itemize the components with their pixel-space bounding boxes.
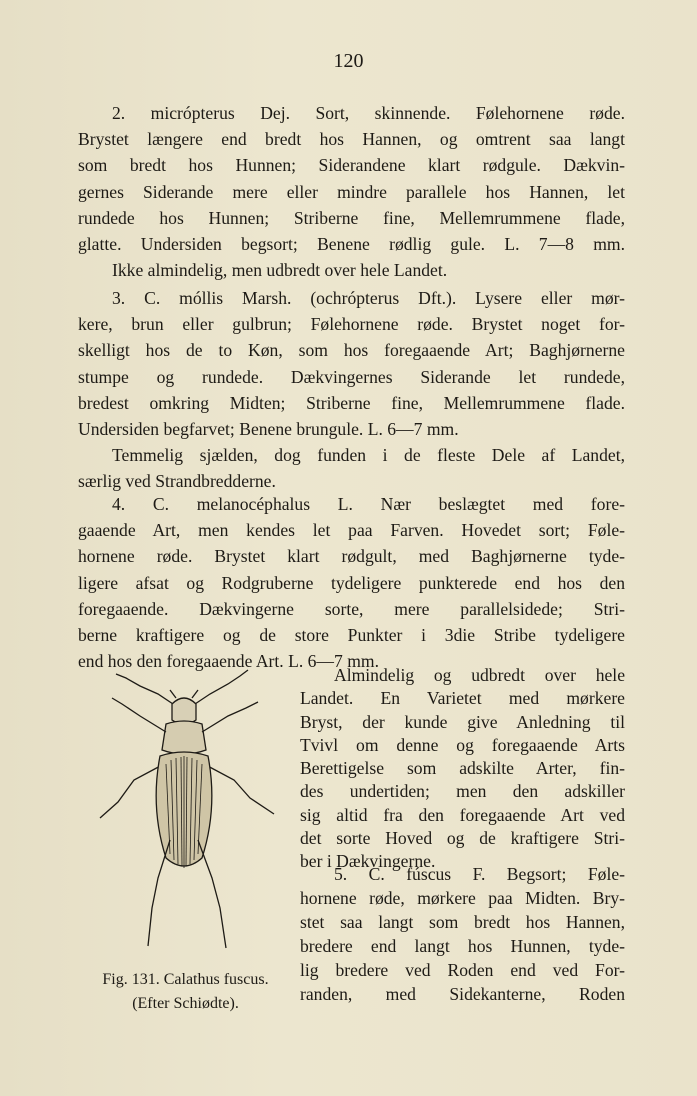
text-line: det sorte Hoved og de kraftigere Stri- — [300, 828, 625, 849]
beetle-illustration-icon — [78, 668, 293, 963]
text-line: som bredt hos Hunnen; Siderandene klart rødgule. Dækvin- — [78, 155, 625, 176]
text-line: hornene røde. Brystet klart rødgult, med Baghjørnerne tyde- — [78, 546, 625, 567]
text-line: hornene røde, mørkere paa Midten. Bry- — [300, 888, 625, 908]
text-line: Bryst, der kunde give Anledning til — [300, 711, 625, 732]
text-line: 2. micrópterus Dej. Sort, skinnende. Følehornene røde. — [112, 103, 625, 123]
species-2-paragraph — [78, 100, 625, 283]
text-line: bredere end langt hos Hunnen, tyde- — [300, 936, 625, 956]
text-line: rundede hos Hunnen; Striberne fine, Mellemrummene flade, — [78, 207, 625, 228]
text-line: særlig ved Strandbredderne. — [78, 471, 276, 492]
page-number: 120 — [333, 50, 364, 72]
caption-line: Fig. 131. Calathus fuscus. — [102, 971, 269, 988]
text-line: Brystet længere end bredt hos Hannen, og omtrent saa langt — [78, 129, 625, 150]
species-4-paragraph — [78, 491, 625, 674]
text-line: kere, brun eller gulbrun; Følehornene røde. Brystet noget for- — [78, 314, 625, 335]
text-line: end hos den foregaaende Art. L. 6—7 mm. — [78, 651, 379, 672]
text-line: sig altid fra den foregaaende Art ved — [300, 804, 625, 825]
text-line: lig bredere ved Roden end ved For- — [300, 960, 625, 980]
species-3-paragraph — [78, 285, 625, 495]
species-5-paragraph — [300, 862, 625, 1006]
text-line: stet saa langt som bredt hos Hannen, — [300, 912, 625, 932]
text-line: Almindelig og udbredt over hele — [334, 665, 625, 685]
text-line: 3. C. móllis Marsh. (ochrópterus Dft.). Lysere eller mør- — [112, 288, 625, 308]
text-line: gaaende Art, men kendes let paa Farven. Hovedet sort; Føle- — [78, 520, 625, 541]
text-line: berne kraftigere og de store Punkter i 3die Stribe tydeligere — [78, 624, 625, 645]
text-line: randen, med Sidekanterne, Roden — [300, 984, 625, 1004]
text-line: glatte. Undersiden begsort; Benene rødlig gule. L. 7—8 mm. — [78, 233, 625, 254]
species-4-habitat — [300, 664, 625, 874]
text-line: Temmelig sjælden, dog funden i de fleste Dele af Landet, — [112, 445, 625, 466]
figure-caption — [78, 968, 293, 1016]
text-line: foregaaende. Dækvingerne sorte, mere parallelsidede; Stri- — [78, 598, 625, 619]
text-line: 4. C. melanocéphalus L. Nær beslægtet med fore- — [112, 494, 625, 514]
text-line: gernes Siderande mere eller mindre parallele hos Hannen, let — [78, 181, 625, 202]
text-line: Ikke almindelig, men udbredt over hele Landet. — [112, 260, 448, 281]
text-line: Landet. En Varietet med mørkere — [300, 688, 625, 709]
text-line: bredest omkring Midten; Striberne fine, Mellemrummene flade. — [78, 392, 625, 413]
text-line: ber i Dækvingerne. — [300, 851, 436, 872]
caption-line: (Efter Schiødte). — [132, 995, 239, 1012]
text-line: skelligt hos de to Køn, som hos foregaaende Art; Baghjørnerne — [78, 340, 625, 361]
text-line: Berettigelse som adskilte Arter, fin- — [300, 758, 625, 779]
text-line: Undersiden begfarvet; Benene brungule. L. 6—7 mm. — [78, 418, 459, 439]
text-line: 5. C. fúscus F. Begsort; Føle- — [334, 864, 625, 884]
text-line: stumpe og rundede. Dækvingernes Siderande let rundede, — [78, 366, 625, 387]
text-line: Tvivl om denne og foregaaende Arts — [300, 734, 625, 755]
text-line: ligere afsat og Rodgruberne tydeligere punkterede end hos den — [78, 572, 625, 593]
text-line: des undertiden; men den adskiller — [300, 781, 625, 802]
